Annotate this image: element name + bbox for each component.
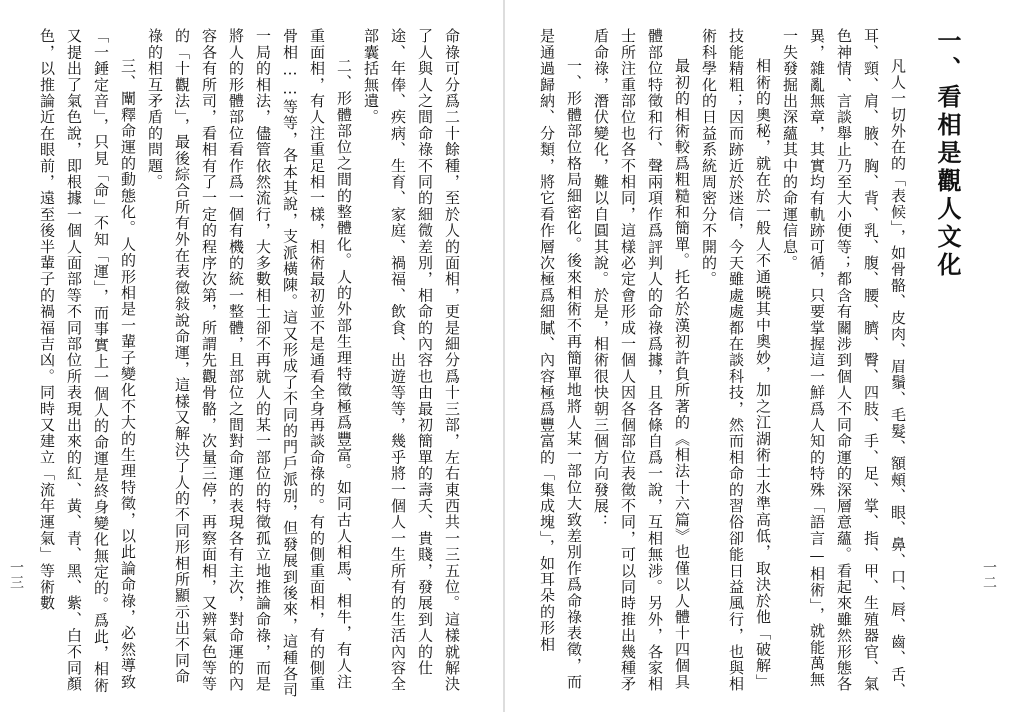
paragraph: 最初的相術較爲粗糙和簡單。托名於漢初許負所著的《相法十六篇》也僅以人體十四個具體部位特徵和行、聲兩項作爲評判人的命祿爲據，且各條自爲一說，互相無涉。另外，各家相士所注重部位也各不相同，這樣必定會形成一個人因各個部位表徵不同，可以同時推出幾種矛盾命祿，潛伏變化，難以自圓其說。於是，相術很快朝三個方向發展：: [592, 28, 691, 693]
paragraph: 三、闡釋命運的動態化。人的形相是一輩子變化不大的生理特徵，以此論命祿，必然導致「一錘定音」，只見「命」不知「運」，而事實上一個人的命運是終身變化無定的。爲此，相術又提出了氣色說，即根據一個人面部等不同部位所表現出來的紅、黃、青、黑、紫、白不同顏色，以推論近在眼前，遠至後半輩子的禍福吉凶。同時又建立「流年運氣」等術數: [38, 28, 137, 694]
right-page-text: [529, 28, 969, 700]
paragraph: 命祿可分爲二十餘種，至於人的面相，更是細分爲十三部，左右東西共一三五位。這樣就解決了人與人之間命祿不同的細微差別，相命的內容也由最初簡單的壽夭、貴賤，發展到人的仕途、年俸、疾病、生育、家庭、禍福、飲食、出遊等等，幾乎將一個人一生所有的生活內容全部囊括無遺。: [362, 28, 461, 693]
paragraph: 凡人一切外在的「表候」，如骨骼、皮肉、眉鬚、毛髮、額頰、眼、鼻、口、唇、齒、舌、耳、頸、肩、腋、胸、背、乳、腹、腰、臍、臀、四肢、手、足、掌、指、甲、生殖器官、氣色神情、言談舉止乃至大小便等；都含有關涉到個人不同命運的深層意蘊。看起來雖然形態各異，雜亂無章，其實均有軌跡可循，只要掌握這一鮮爲人知的特殊「語言—相術」，就能萬無一失發掘出深蘊其中的命運信息。: [781, 28, 907, 699]
right-page: [505, 0, 1009, 712]
paragraph: 一、形體部位格局細密化。後來相術不再簡單地將人某一部位大致差別作爲命祿表徵，而是通過歸納、分類，將它看作層次極爲細膩、內容極爲豐富的「集成塊」，如耳朵的形相: [538, 28, 583, 690]
paragraph: 二、形體部位之間的整體化。人的外部生理特徵極爲豐富。如同古人相馬、相牛，有人注重面相，有人注重足相一樣，相術最初並不是通看全身再談命祿的。有的側重面相，有的側重骨相……等等，各本其說，支派橫陳。這又形成了不同的門戶派別，但發展到後來，這種各司一局的相法，儘管依然流行，大多數相士卻不再就人的某一部位的特徵孤立地推論命祿，而是將人的形體部位看作爲一個有機的統一整體，且部位之間對命運的表現各有主次，對命運的內容各有所司，看相有了一定的程序次第，所謂先觀骨骼，次量三停，再察面相，又辨氣色等等的「十觀法」，最後綜合所有外在表徵敍說命運，這樣又解決了人的不同形相所顯示出不同命祿的相互矛盾的問題。: [146, 28, 353, 699]
left-page-text: [34, 28, 465, 700]
page-number: 一三: [8, 560, 24, 590]
chapter-title: 一、看相是觀人文化: [933, 28, 961, 280]
page-number: 一二: [981, 560, 997, 590]
paragraph: 相術的奧秘，就在於一般人不通曉其中奧妙，加之江湖術士水準高低，取決於他「破解」技能精粗；因而跡近於迷信，今天雖處處都在談科技，然而相命的習俗卻能日益風行，也與相術科學化的日益系統周密分不開的。: [700, 28, 772, 693]
